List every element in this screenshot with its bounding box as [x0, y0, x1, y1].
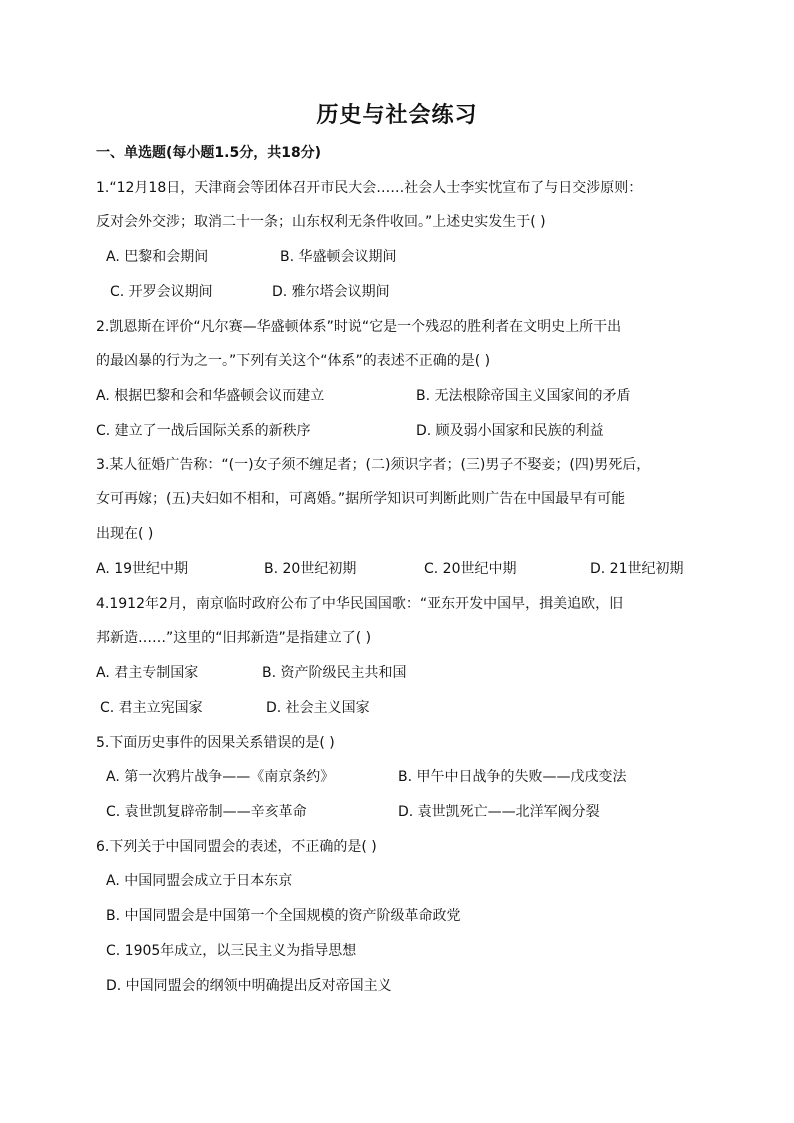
question-1-option-a: A. 巴黎和会期间 [106, 249, 209, 265]
question-5-option-b: B. 甲午中日战争的失败——戊戌变法 [398, 769, 627, 785]
question-4-line-1: 4.1912年2月，南京临时政府公布了中华民国国歌：“亚东开发中国早，揖美追欧，旧 [96, 596, 624, 612]
section-heading: 一、单选题(每小题1.5分，共18分) [96, 145, 322, 161]
question-3-option-c: C. 20世纪中期 [424, 561, 517, 577]
question-4-option-b: B. 资产阶级民主共和国 [262, 665, 407, 681]
question-6-option-c: C. 1905年成立，以三民主义为指导思想 [106, 943, 357, 959]
page-title: 历史与社会练习 [316, 102, 478, 128]
question-1-option-d: D. 雅尔塔会议期间 [272, 284, 390, 300]
question-3-option-d: D. 21世纪初期 [590, 561, 684, 577]
question-4-option-d: D. 社会主义国家 [266, 700, 370, 716]
question-4-option-c: C. 君主立宪国家 [100, 700, 203, 716]
question-3-line-1: 3.某人征婚广告称：“(一)女子须不缠足者；(二)须识字者；(三)男子不娶妾；(四)男死后， [96, 457, 651, 473]
question-2-line-1: 2.凯恩斯在评价“凡尔赛—华盛顿体系”时说“它是一个残忍的胜利者在文明史上所干出 [96, 319, 622, 335]
question-1-line-2: 反对会外交涉；取消二十一条；山东权利无条件收回。”上述史实发生于( ) [96, 214, 546, 230]
question-6-option-d: D. 中国同盟会的纲领中明确提出反对帝国主义 [106, 978, 392, 994]
question-4-option-a: A. 君主专制国家 [96, 665, 199, 681]
question-2-option-a: A. 根据巴黎和会和华盛顿会议而建立 [96, 388, 325, 404]
question-5-line-1: 5.下面历史事件的因果关系错误的是( ) [96, 735, 335, 751]
question-2-line-2: 的最凶暴的行为之一。”下列有关这个“体系”的表述不正确的是( ) [96, 353, 491, 369]
question-1-option-b: B. 华盛顿会议期间 [280, 249, 397, 265]
question-5-option-d: D. 袁世凯死亡——北洋军阀分裂 [398, 804, 600, 820]
question-3-option-b: B. 20世纪初期 [264, 561, 357, 577]
question-3-option-a: A. 19世纪中期 [96, 561, 189, 577]
question-3-line-2: 女可再嫁；(五)夫妇如不相和，可离婚。”据所学知识可判断此则广告在中国最早有可能 [96, 491, 626, 507]
question-6-option-b: B. 中国同盟会是中国第一个全国规模的资产阶级革命政党 [106, 908, 461, 924]
question-1-option-c: C. 开罗会议期间 [110, 284, 213, 300]
question-5-option-c: C. 袁世凯复辟帝制——辛亥革命 [106, 804, 307, 820]
question-2-option-c: C. 建立了一战后国际关系的新秩序 [96, 423, 311, 439]
question-5-option-a: A. 第一次鸦片战争——《南京条约》 [106, 769, 335, 785]
question-4-line-2: 邦新造……”这里的“旧邦新造”是指建立了( ) [96, 630, 372, 646]
question-1-line-1: 1.“12月18日，天津商会等团体召开市民大会……社会人士李实忱宣布了与日交涉原则： [96, 180, 643, 196]
question-6-option-a: A. 中国同盟会成立于日本东京 [106, 873, 293, 889]
question-3-line-3: 出现在( ) [96, 526, 154, 542]
question-2-option-b: B. 无法根除帝国主义国家间的矛盾 [416, 388, 631, 404]
question-2-option-d: D. 顾及弱小国家和民族的利益 [416, 423, 604, 439]
question-6-line-1: 6.下列关于中国同盟会的表述，不正确的是( ) [96, 839, 377, 855]
